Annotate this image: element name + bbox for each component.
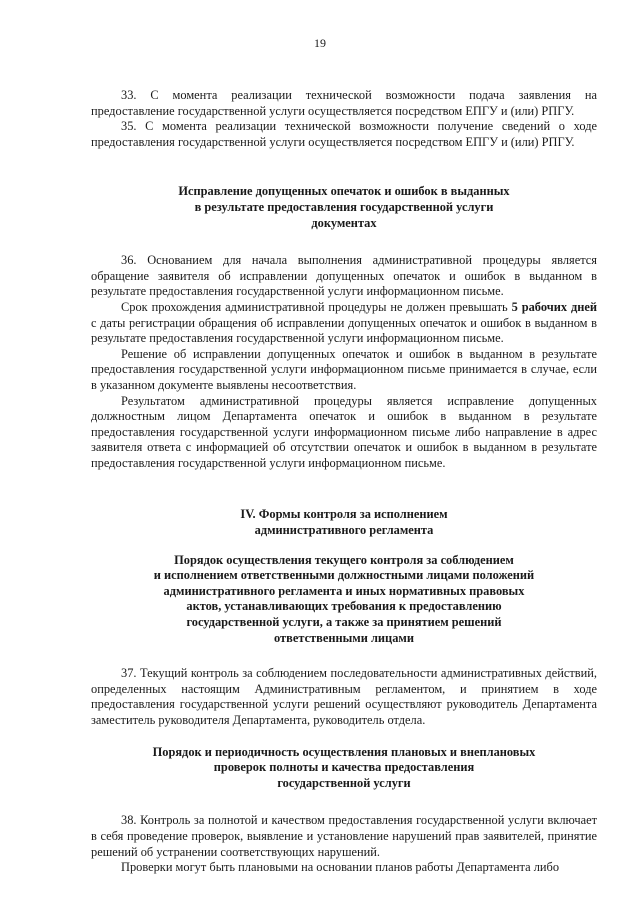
heading-line: ответственными лицами — [274, 630, 414, 645]
paragraph-38: 38. Контроль за полнотой и качеством предоставления государственной услуги включает в себя проведение проверок, выявление и установление нарушений прав заявителей, принятие решений об устранении соответствующих нарушений. — [91, 813, 597, 859]
heading-line: административного регламента и иных нормативных правовых — [163, 583, 525, 598]
heading-line: государственной услуги, а также за принятием решений — [186, 615, 502, 630]
paragraph-37: 37. Текущий контроль за соблюдением последовательности административных действий, определенных настоящим Административным регламентом, и принятием в ходе предоставления государственной услуги решений осуществляют руководитель Департамента заместитель руководителя Департамента, руководитель отдела. — [91, 666, 597, 727]
heading-line: и исполнением ответственными должностными лицами положений — [153, 568, 535, 583]
heading-line: документах — [311, 215, 377, 230]
heading-current-control — [91, 553, 597, 647]
document-body — [91, 88, 597, 876]
term-text-after: с даты регистрации обращения об исправлении допущенных опечаток и ошибок в выданном в результате предоставления государственной услуги информационном письме. — [91, 315, 597, 346]
heading-line: в результате предоставления государственной услуги — [194, 199, 494, 214]
paragraph-35: 35. С момента реализации технической возможности получение сведений о ходе предоставления государственной услуги осуществляется посредством ЕПГУ и (или) РПГУ. — [91, 119, 597, 149]
heading-typo-correction — [91, 184, 597, 231]
heading-line: административного регламента — [254, 523, 434, 538]
heading-line: государственной услуги — [277, 775, 411, 790]
heading-line: проверок полноты и качества предоставления — [213, 760, 475, 775]
page-number: 19 — [314, 36, 326, 50]
heading-line: Порядок осуществления текущего контроля за соблюдением — [174, 552, 514, 567]
paragraph-38-checks: Проверки могут быть плановыми на основании планов работы Департамента либо — [121, 860, 560, 875]
paragraph-36-term — [91, 300, 597, 347]
term-bold-days: 5 рабочих дней — [511, 299, 597, 314]
paragraph-36-result: Результатом административной процедуры является исправление допущенных должностным лицом Департамента опечаток и ошибок в выданном в результате предоставления государственной услуги информационном письме либо направление в адрес заявителя ответа с информацией об отсутствии опечаток и ошибок в выданном в результате предоставления государственной услуги информационном письме. — [91, 393, 597, 470]
heading-planned-checks — [91, 745, 597, 792]
section-iv-heading — [91, 507, 597, 538]
paragraph-36-decision: Решение об исправлении допущенных опечаток и ошибок в выданном в результате предоставления государственной услуги информационном письме принимается в случае, если в указанном документе выявлены несоответствия. — [91, 346, 597, 392]
paragraph-33: 33. С момента реализации технической возможности подача заявления на предоставление государственной услуги осуществляется посредством ЕПГУ и (или) РПГУ. — [91, 88, 597, 118]
heading-line: Исправление допущенных опечаток и ошибок в выданных — [178, 184, 510, 199]
heading-line: Порядок и периодичность осуществления плановых и внеплановых — [152, 744, 536, 759]
paragraph-36: 36. Основанием для начала выполнения административной процедуры является обращение заявителя об исправлении допущенных опечаток и ошибок в выданном в результате предоставления государственной услуги информационном письме. — [91, 253, 597, 299]
heading-line: актов, устанавливающих требования к предоставлению — [186, 599, 502, 614]
term-text-before: Срок прохождения административной процедуры не должен превышать — [121, 299, 512, 314]
heading-line: IV. Формы контроля за исполнением — [240, 507, 448, 522]
